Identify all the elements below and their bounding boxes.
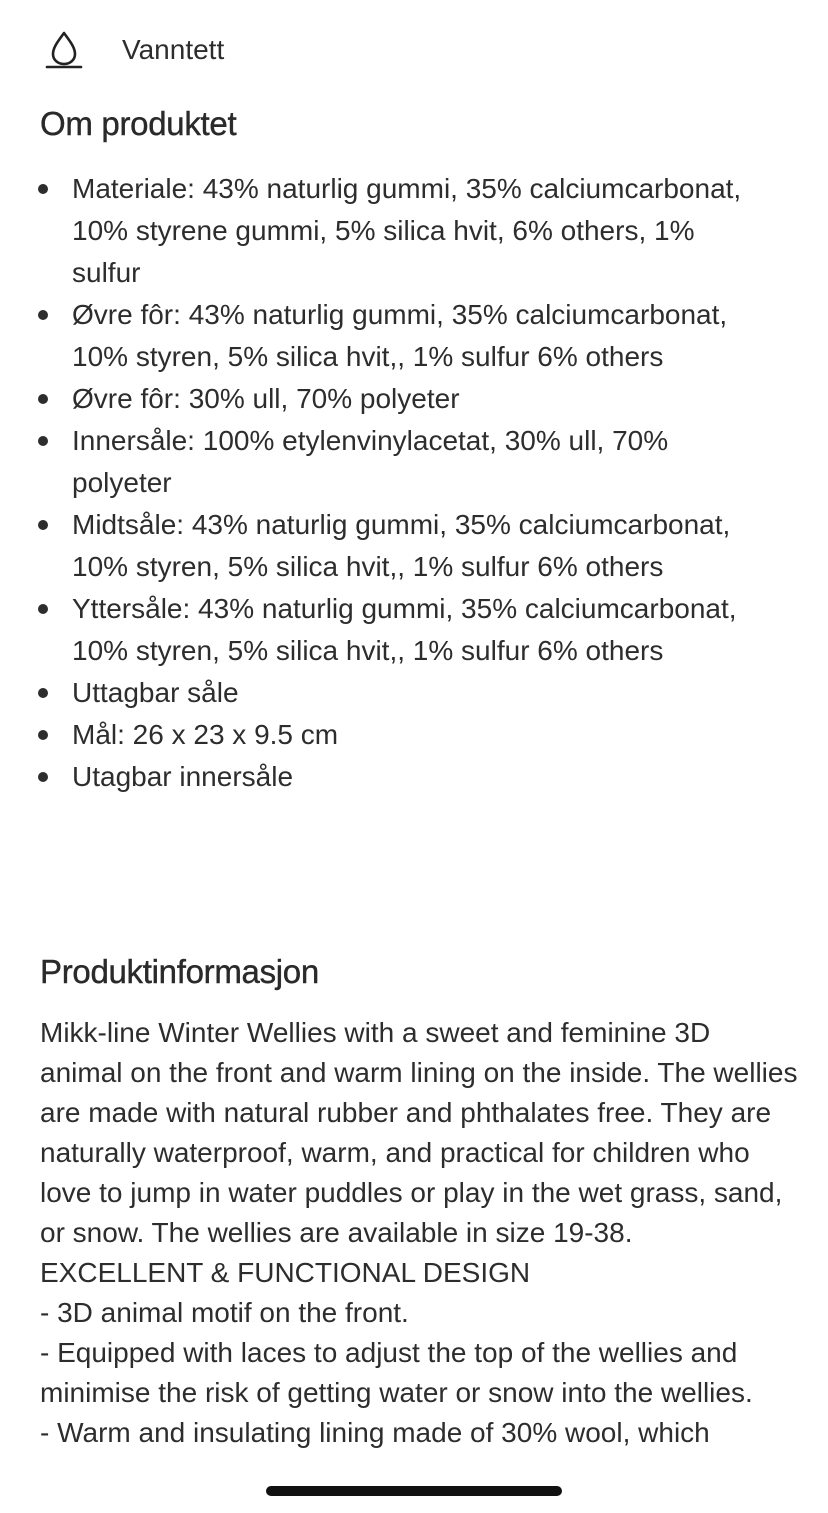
water-drop-icon [44, 30, 86, 70]
list-item: Mål: 26 x 23 x 9.5 cm [0, 714, 828, 756]
description-line: - Warm and insulating lining made of 30% wool, which [40, 1417, 710, 1448]
home-indicator[interactable] [266, 1486, 562, 1496]
description-section-title: EXCELLENT & FUNCTIONAL DESIGN [40, 1257, 531, 1288]
description-paragraph: Mikk-line Winter Wellies with a sweet and feminine 3D animal on the front and warm lining on the inside. The wellies are made with natural rubber and phthalates free. They are naturally waterproof, warm, and practical for children who love to jump in water puddles or play in the wet grass, sand, or snow. The wellies are available in size 19-38. [40, 1017, 798, 1248]
list-item: Materiale: 43% naturlig gummi, 35% calciumcarbonat, 10% styrene gummi, 5% silica hvit, 6% others, 1% sulfur [0, 168, 828, 294]
about-heading: Om produktet [40, 105, 237, 142]
description-line: - 3D animal motif on the front. [40, 1297, 409, 1328]
list-item: Yttersåle: 43% naturlig gummi, 35% calciumcarbonat, 10% styren, 5% silica hvit,, 1% sulfur 6% others [0, 588, 828, 672]
spec-list [0, 168, 828, 798]
product-info-heading: Produktinformasjon [40, 953, 319, 990]
list-item: Midtsåle: 43% naturlig gummi, 35% calciumcarbonat, 10% styren, 5% silica hvit,, 1% sulfur 6% others [0, 504, 828, 588]
feature-label: Vanntett [122, 34, 225, 65]
description-line: - Equipped with laces to adjust the top of the wellies and minimise the risk of getting water or snow into the wellies. [40, 1337, 753, 1408]
list-item: Øvre fôr: 43% naturlig gummi, 35% calciumcarbonat, 10% styren, 5% silica hvit,, 1% sulfur 6% others [0, 294, 828, 378]
feature-waterproof [44, 30, 224, 70]
list-item: Uttagbar såle [0, 672, 828, 714]
product-description [40, 1013, 800, 1453]
list-item: Utagbar innersåle [0, 756, 828, 798]
list-item: Øvre fôr: 30% ull, 70% polyeter [0, 378, 828, 420]
list-item: Innersåle: 100% etylenvinylacetat, 30% ull, 70% polyeter [0, 420, 828, 504]
